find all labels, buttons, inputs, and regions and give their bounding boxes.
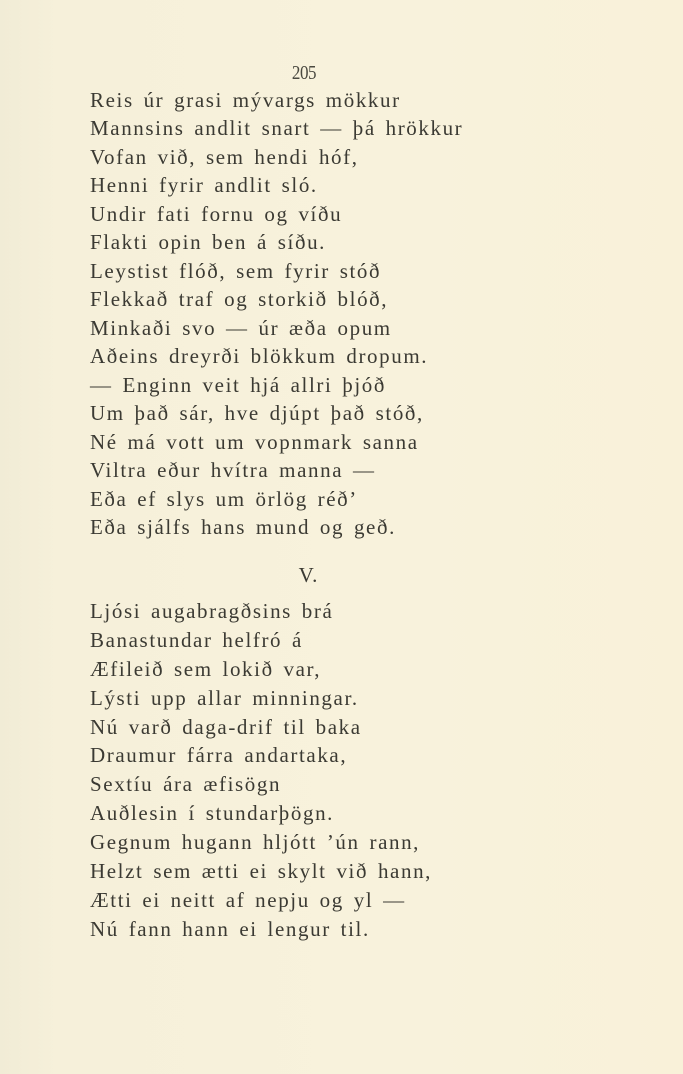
poem-line: Né má vott um vopnmark sanna (90, 429, 419, 454)
section-heading: V. (298, 563, 319, 587)
poem-line: Draumur fárra andartaka, (90, 743, 348, 768)
page-number: 205 (291, 62, 317, 84)
poem-line: Um það sár, hve djúpt það stóð, (90, 401, 424, 426)
poem-line: Reis úr grasi mývargs mökkur (90, 88, 401, 112)
poem-line: Ljósi augabragðsins brá (90, 599, 334, 623)
poem-line: Flekkað traf og storkið blóð, (90, 287, 389, 312)
poem-line: Viltra eður hvítra manna — (90, 458, 376, 483)
poem-line: Helzt sem ætti ei skylt við hann, (90, 859, 433, 884)
poem-line: Mannsins andlit snart — þá hrökkur (90, 116, 464, 141)
poem-line: Gegnum hugann hljótt ’ún rann, (90, 830, 421, 855)
poem-line: Æfileið sem lokið var, (90, 656, 322, 681)
poem-line: Vofan við, sem hendi hóf, (90, 144, 359, 169)
poem-line: Undir fati fornu og víðu (90, 201, 343, 226)
poem-line: — Enginn veit hjá allri þjóð (90, 372, 387, 397)
poem-line: Eða sjálfs hans mund og geð. (90, 515, 396, 540)
poem-line: Eða ef slys um örlög réð’ (90, 486, 358, 511)
poem-line: Lýsti upp allar minningar. (90, 685, 359, 710)
stanza-1 (90, 86, 463, 542)
poem-line: Nú fann hann ei lengur til. (90, 916, 370, 941)
stanza-2 (90, 597, 432, 944)
poem-line: Henni fyrir andlit sló. (90, 173, 318, 198)
poem-line: Sextíu ára æfisögn (90, 772, 282, 797)
poem-line: Nú varð daga-drif til baka (90, 714, 362, 739)
poem-line: Leystist flóð, sem fyrir stóð (90, 258, 382, 283)
poem-line: Flakti opin ben á síðu. (90, 230, 327, 255)
poem-line: Ætti ei neitt af nepju og yl — (90, 887, 406, 912)
poem-line: Aðeins dreyrði blökkum dropum. (90, 344, 429, 369)
poem-line: Banastundar helfró á (90, 627, 303, 652)
poem-line: Auðlesin í stundarþögn. (90, 801, 335, 826)
poem-line: Minkaði svo — úr æða opum (90, 315, 392, 340)
